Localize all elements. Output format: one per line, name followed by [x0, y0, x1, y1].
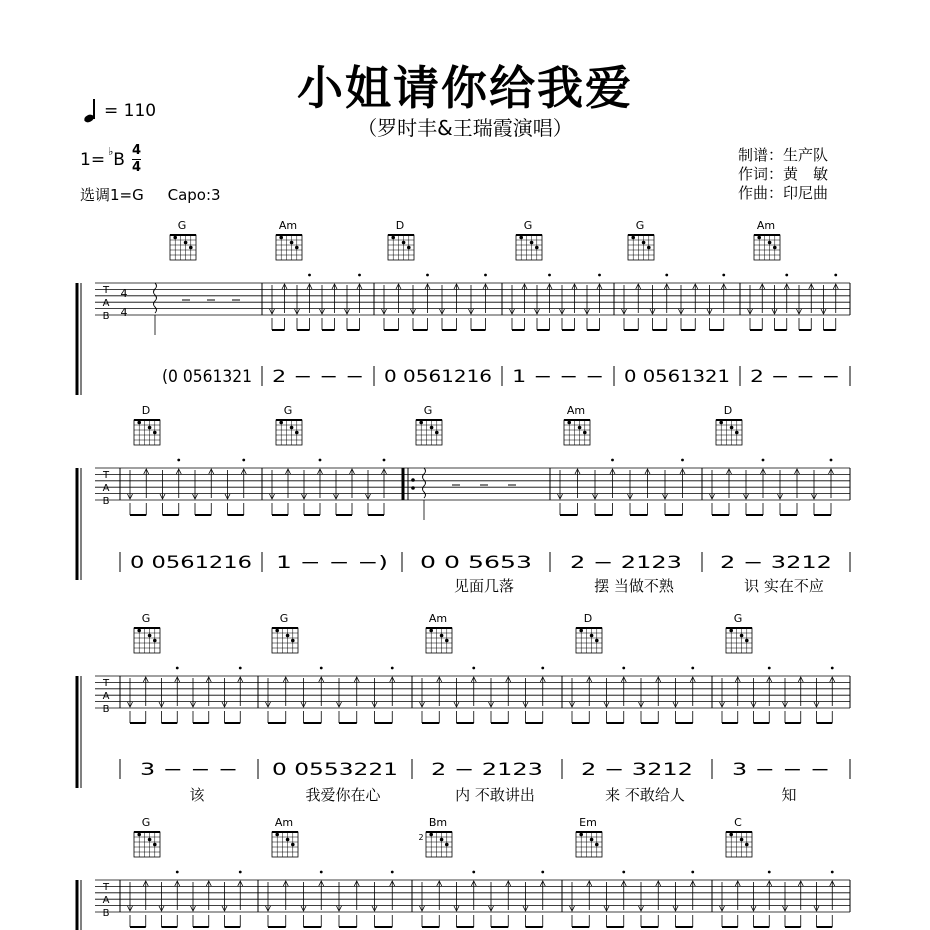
- chord-dot: [153, 639, 157, 643]
- chord-diagram-d: [716, 404, 742, 445]
- chord-name: D: [583, 612, 593, 625]
- tab-letter-b: B: [102, 908, 110, 919]
- chord-diagram-am: [276, 219, 302, 260]
- tab-letter-b: B: [102, 496, 110, 507]
- chord-dot: [407, 246, 411, 250]
- chord-dot: [286, 838, 290, 842]
- chord-dot: [148, 838, 152, 842]
- chord-dot: [279, 236, 283, 240]
- select-key: 选调1=G: [80, 186, 144, 204]
- staccato-dot: [834, 274, 837, 277]
- song-title: 小姐请你给我爱: [297, 61, 633, 115]
- chord-dot: [391, 236, 395, 240]
- chord-dot: [578, 426, 582, 430]
- staccato-dot: [541, 871, 544, 874]
- staccato-dot: [831, 871, 834, 874]
- chord-dot: [642, 241, 646, 245]
- chord-dot: [173, 236, 177, 240]
- staccato-dot: [391, 667, 394, 670]
- chord-diagram-bm: [418, 816, 452, 857]
- chord-dot: [440, 838, 444, 842]
- repeat-dot: [411, 486, 415, 490]
- chord-dot: [295, 431, 299, 435]
- staccato-dot: [391, 871, 394, 874]
- staccato-dot: [242, 459, 245, 462]
- numbered-notation: 2 − 2123: [431, 760, 543, 780]
- chord-name: G: [523, 219, 533, 232]
- chord-dot: [595, 843, 599, 847]
- chord-dot: [757, 236, 761, 240]
- chord-dot: [519, 236, 523, 240]
- staccato-dot: [598, 274, 601, 277]
- staccato-dot: [472, 667, 475, 670]
- chord-name: G: [733, 612, 743, 625]
- chord-dot: [719, 421, 723, 425]
- chord-diagram-g: [628, 219, 654, 260]
- staccato-dot: [320, 667, 323, 670]
- chord-dot: [567, 421, 571, 425]
- numbered-notation: 3 − − −: [140, 760, 238, 780]
- numbered-notation: 3 − − −: [732, 760, 830, 780]
- chord-name: Am: [756, 219, 776, 232]
- staccato-dot: [768, 667, 771, 670]
- chord-dot: [279, 421, 283, 425]
- staccato-dot: [548, 274, 551, 277]
- chord-dot: [137, 629, 141, 633]
- chord-name: G: [177, 219, 187, 232]
- chord-dot: [148, 634, 152, 638]
- chord-diagram-g: [134, 612, 160, 653]
- chord-name: G: [141, 612, 151, 625]
- tab-letter-t: T: [102, 678, 110, 689]
- numbered-notation: 2 − 3212: [581, 760, 693, 780]
- chord-dot: [435, 431, 439, 435]
- staccato-dot: [611, 459, 614, 462]
- chord-dot: [148, 426, 152, 430]
- chord-dot: [429, 629, 433, 633]
- chord-diagram-d: [576, 612, 602, 653]
- tab-letter-a: A: [102, 895, 110, 906]
- repeat-dot: [411, 478, 415, 482]
- chord-diagram-am: [564, 404, 590, 445]
- chord-diagram-g: [134, 816, 160, 857]
- staccato-dot: [831, 667, 834, 670]
- chord-name: D: [395, 219, 405, 232]
- numbered-notation: 1 − − −: [512, 367, 604, 387]
- chord-dot: [184, 241, 188, 245]
- staccato-dot: [383, 459, 386, 462]
- chord-diagram-d: [134, 404, 160, 445]
- numbered-notation: 2 − 2123: [570, 553, 682, 573]
- numbered-notation: 0 0561216: [384, 367, 492, 387]
- tab-letter-a: A: [102, 691, 110, 702]
- lyric-text: 知: [781, 786, 797, 804]
- tab-letter-b: B: [102, 704, 110, 715]
- staccato-dot: [426, 274, 429, 277]
- numbered-notation: (0 0561321: [162, 367, 252, 387]
- chord-dot: [290, 241, 294, 245]
- tab-system-1: [77, 219, 850, 395]
- chord-dot: [740, 634, 744, 638]
- staccato-dot: [541, 667, 544, 670]
- lyric-text: 识 实在不应: [744, 577, 824, 595]
- staccato-dot: [768, 871, 771, 874]
- numbered-notation: 0 0561216: [130, 553, 252, 573]
- chord-dot: [430, 426, 434, 430]
- chord-name: C: [734, 816, 742, 829]
- chord-diagram-g: [276, 404, 302, 445]
- chord-dot: [153, 431, 157, 435]
- numbered-notation: 2 − − −: [272, 367, 364, 387]
- credit-lyrics: 作词：黄 敏: [738, 165, 829, 183]
- chord-name: Bm: [428, 816, 448, 829]
- chord-dot: [579, 833, 583, 837]
- lyric-text: 来 不敢给人: [605, 786, 685, 804]
- chord-dot: [402, 241, 406, 245]
- chord-dot: [730, 426, 734, 430]
- chord-diagram-am: [272, 816, 298, 857]
- numbered-notation: 0 0 5653: [420, 553, 532, 573]
- chord-name: G: [141, 816, 151, 829]
- chord-name: Em: [579, 816, 597, 829]
- chord-name: D: [723, 404, 733, 417]
- chord-name: G: [423, 404, 433, 417]
- chord-name: D: [141, 404, 151, 417]
- chord-dot: [768, 241, 772, 245]
- chord-dot: [189, 246, 193, 250]
- chord-name: Am: [278, 219, 298, 232]
- key-prefix: 1=: [80, 150, 106, 170]
- chord-diagram-am: [426, 612, 452, 653]
- chord-dot: [631, 236, 635, 240]
- numbered-notation: 1 − − −): [276, 553, 388, 573]
- tab-letter-t: T: [102, 882, 110, 893]
- key-note: B: [113, 150, 125, 170]
- tab-letter-t: T: [102, 470, 110, 481]
- flat-sign: ♭: [108, 145, 114, 158]
- chord-diagram-g: [416, 404, 442, 445]
- staccato-dot: [681, 459, 684, 462]
- chord-dot: [729, 833, 733, 837]
- chord-dot: [590, 838, 594, 842]
- chord-diagram-d: [388, 219, 414, 260]
- chord-dot: [595, 639, 599, 643]
- numbered-notation: 0 0553221: [272, 760, 398, 780]
- chord-dot: [275, 629, 279, 633]
- chord-diagram-em: [576, 816, 602, 857]
- chord-dot: [647, 246, 651, 250]
- chord-fret-number: 2: [418, 833, 424, 842]
- chord-dot: [295, 246, 299, 250]
- staccato-dot: [785, 274, 788, 277]
- chord-name: Am: [274, 816, 294, 829]
- chord-dot: [740, 838, 744, 842]
- staccato-dot: [358, 274, 361, 277]
- tab-system-2: [77, 404, 850, 595]
- tempo-value: = 110: [104, 101, 157, 121]
- tab-letter-a: A: [102, 298, 110, 309]
- credit-tab: 制谱：生产队: [738, 146, 829, 164]
- staccato-dot: [691, 667, 694, 670]
- staccato-dot: [722, 274, 725, 277]
- chord-dot: [445, 639, 449, 643]
- chord-diagram-g: [726, 612, 752, 653]
- chord-dot: [583, 431, 587, 435]
- chord-dot: [291, 639, 295, 643]
- chord-name: Am: [428, 612, 448, 625]
- chord-diagram-g: [516, 219, 542, 260]
- chord-dot: [745, 639, 749, 643]
- chord-name: G: [283, 404, 293, 417]
- tab-system-3: [77, 612, 850, 804]
- staccato-dot: [665, 274, 668, 277]
- staccato-dot: [308, 274, 311, 277]
- staccato-dot: [319, 459, 322, 462]
- staccato-dot: [176, 871, 179, 874]
- chord-diagram-c: [726, 816, 752, 857]
- song-subtitle: （罗时丰&王瑞霞演唱）: [357, 116, 573, 140]
- staccato-dot: [176, 667, 179, 670]
- credit-music: 作曲：印尼曲: [738, 184, 829, 202]
- staccato-dot: [830, 459, 833, 462]
- time-signature-bottom: 4: [132, 160, 142, 175]
- numbered-notation: 2 − 3212: [720, 553, 832, 573]
- tab-system-4: [77, 816, 850, 930]
- staccato-dot: [320, 871, 323, 874]
- chord-dot: [419, 421, 423, 425]
- tab-time-top: 4: [120, 287, 128, 300]
- lyric-text: 我爱你在心: [305, 786, 381, 804]
- lyric-text: 该: [189, 786, 205, 804]
- lyric-text: 见面几落: [453, 577, 515, 595]
- numbered-notation: 0 0561321: [624, 367, 730, 387]
- lyric-text: 摆 当做不熟: [594, 577, 674, 595]
- chord-dot: [535, 246, 539, 250]
- chord-diagram-am: [754, 219, 780, 260]
- tab-letter-t: T: [102, 285, 110, 296]
- staccato-dot: [622, 871, 625, 874]
- chord-dot: [579, 629, 583, 633]
- chord-dot: [590, 634, 594, 638]
- staccato-dot: [691, 871, 694, 874]
- chord-dot: [291, 843, 295, 847]
- chord-dot: [275, 833, 279, 837]
- chord-diagram-g: [170, 219, 196, 260]
- numbered-notation: 2 − − −: [750, 367, 840, 387]
- chord-dot: [530, 241, 534, 245]
- staccato-dot: [239, 667, 242, 670]
- staccato-dot: [762, 459, 765, 462]
- tab-letter-a: A: [102, 483, 110, 494]
- chord-diagram-g: [272, 612, 298, 653]
- chord-name: G: [279, 612, 289, 625]
- chord-dot: [735, 431, 739, 435]
- chord-dot: [137, 833, 141, 837]
- staccato-dot: [622, 667, 625, 670]
- tab-time-bottom: 4: [120, 306, 128, 319]
- chord-dot: [137, 421, 141, 425]
- staccato-dot: [177, 459, 180, 462]
- chord-dot: [286, 634, 290, 638]
- chord-dot: [440, 634, 444, 638]
- chord-dot: [429, 833, 433, 837]
- chord-dot: [445, 843, 449, 847]
- chord-dot: [153, 843, 157, 847]
- capo-value: Capo:3: [167, 186, 221, 204]
- chord-dot: [773, 246, 777, 250]
- tab-letter-b: B: [102, 311, 110, 322]
- chord-dot: [729, 629, 733, 633]
- staccato-dot: [239, 871, 242, 874]
- chord-name: Am: [566, 404, 586, 417]
- chord-dot: [745, 843, 749, 847]
- time-signature-top: 4: [132, 143, 142, 158]
- staccato-dot: [484, 274, 487, 277]
- chord-name: G: [635, 219, 645, 232]
- chord-dot: [290, 426, 294, 430]
- lyric-text: 内 不敢讲出: [455, 786, 535, 804]
- staccato-dot: [472, 871, 475, 874]
